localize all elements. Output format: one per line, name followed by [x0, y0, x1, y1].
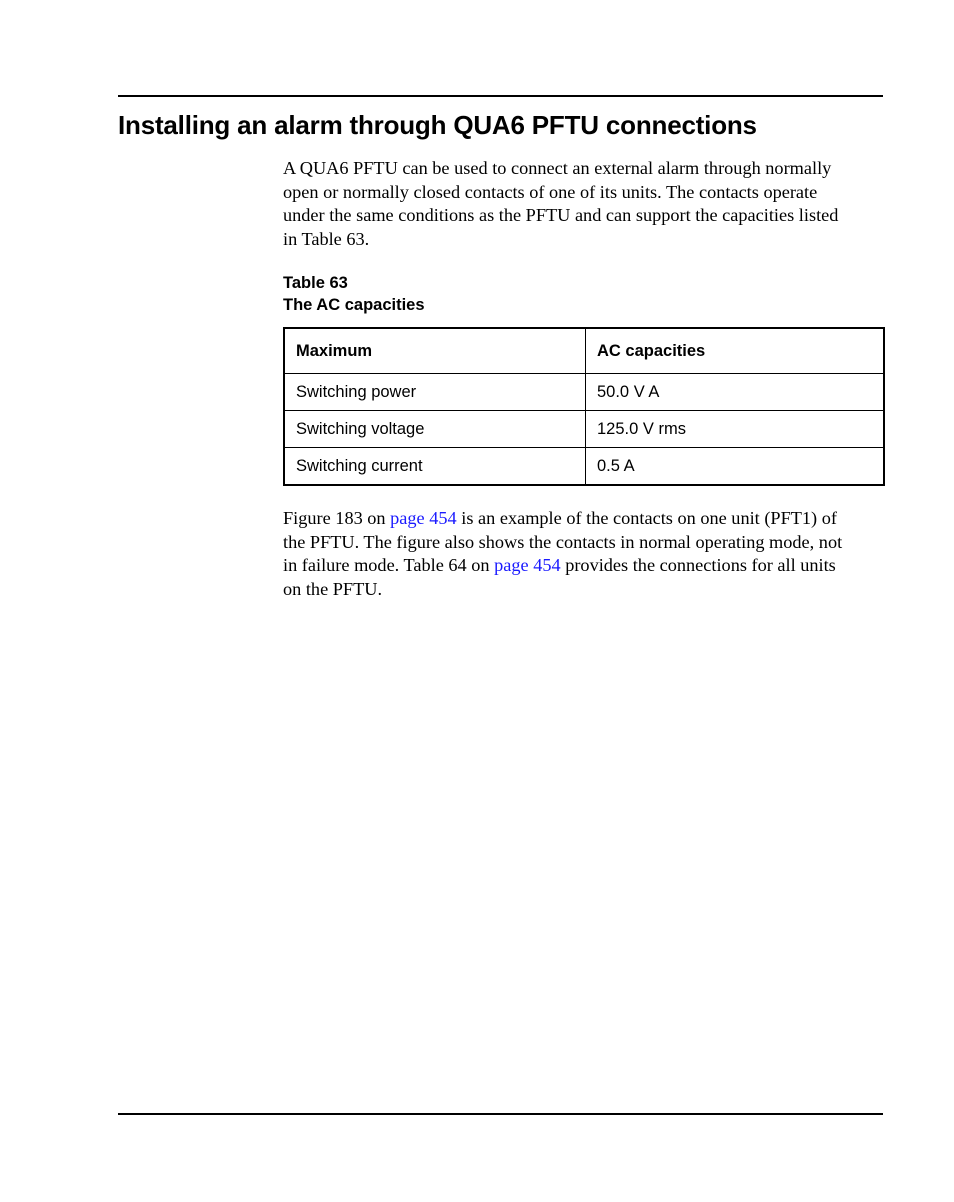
intro-line: open or normally closed contacts of one of its units. The contacts operate	[283, 181, 818, 202]
intro-line: in Table 63.	[283, 229, 370, 250]
section-title: Installing an alarm through QUA6 PFTU connections	[118, 110, 757, 140]
followup-line: on the PFTU.	[283, 579, 383, 600]
table-cell: 50.0 V A	[586, 374, 885, 411]
column-header-maximum: Maximum	[284, 328, 586, 374]
table-row	[284, 374, 884, 411]
intro-paragraph	[283, 157, 888, 252]
table-cell: Switching current	[284, 448, 586, 486]
followup-line: the PFTU. The figure also shows the contacts in normal operating mode, not	[283, 531, 843, 552]
table-number: Table 63	[283, 274, 348, 292]
text-span: provides the connections for all units	[560, 555, 836, 576]
followup-line	[283, 507, 888, 531]
bottom-rule	[118, 1113, 883, 1115]
table-header-row	[284, 328, 884, 374]
table-row	[284, 448, 884, 486]
page-454-link[interactable]: page 454	[390, 508, 457, 528]
table-caption	[283, 272, 425, 316]
ac-capacities-table	[283, 327, 885, 486]
table-title: The AC capacities	[283, 296, 425, 314]
page-454-link[interactable]: page 454	[494, 555, 561, 576]
intro-line: under the same conditions as the PFTU and can support the capacities listed	[283, 205, 839, 226]
followup-paragraph	[283, 507, 888, 602]
column-header-ac-capacities: AC capacities	[586, 328, 885, 374]
table-cell: Switching voltage	[284, 411, 586, 448]
table-cell: Switching power	[284, 374, 586, 411]
table-cell: 125.0 V rms	[586, 411, 885, 448]
intro-line: A QUA6 PFTU can be used to connect an external alarm through normally	[283, 158, 832, 178]
top-rule	[118, 95, 883, 97]
text-span: in failure mode. Table 64 on	[283, 555, 495, 576]
followup-line	[283, 554, 888, 578]
table-row	[284, 411, 884, 448]
table-cell: 0.5 A	[586, 448, 885, 486]
text-span: Figure 183 on	[283, 508, 391, 528]
text-span: is an example of the contacts on one unit (PFT1) of	[456, 508, 837, 528]
